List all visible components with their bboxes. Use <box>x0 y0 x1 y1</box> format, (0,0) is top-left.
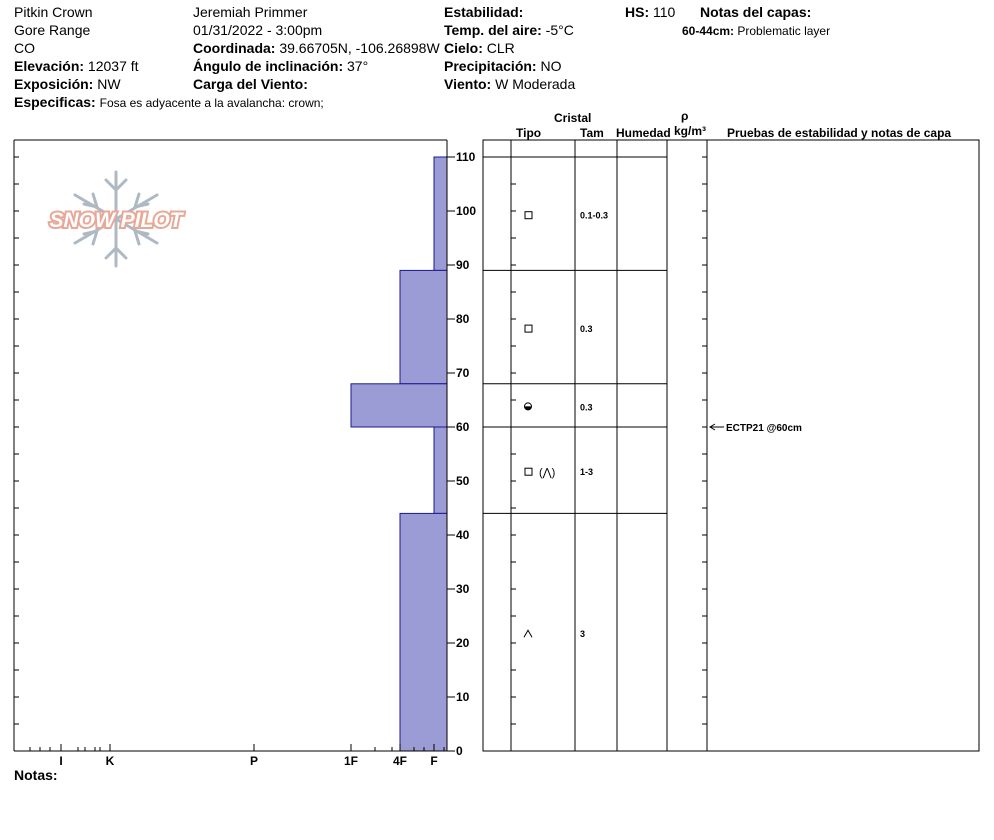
depth-tick-label: 60 <box>456 420 470 434</box>
notes-label: Notas: <box>14 767 58 783</box>
depth-tick-label: 40 <box>456 528 470 542</box>
hardness-bars <box>351 157 447 751</box>
stability-test-label: ECTP21 @60cm <box>726 423 802 434</box>
grain-size-label: 0.3 <box>580 402 593 413</box>
depth-tick-label: 30 <box>456 582 470 596</box>
depth-tick-label: 10 <box>456 690 470 704</box>
layer-table <box>483 140 979 751</box>
stability-tests <box>710 423 802 434</box>
snow-pilot-logo <box>50 172 185 266</box>
hardness-bar-0 <box>434 157 447 270</box>
moisture-column-header: Humedad <box>616 126 671 140</box>
layer-row-4 <box>524 629 585 639</box>
sky-label: Cielo: <box>444 40 483 56</box>
observer-name: Jeremiah Primmer <box>193 4 308 20</box>
air-temp-value: -5°C <box>545 22 574 38</box>
hardness-bar-4 <box>400 513 447 751</box>
depth-tick-label: 110 <box>456 150 476 164</box>
hardness-tick-label: F <box>430 754 438 768</box>
layer-note-text: Problematic layer <box>737 24 831 38</box>
depth-tick-label: 0 <box>456 744 463 758</box>
coordinate-value: 39.66705N, -106.26898W <box>279 40 440 56</box>
aspect-label: Exposición: <box>14 76 94 92</box>
hardness-tick-label: 1F <box>343 754 359 768</box>
grain-square-icon <box>525 212 532 219</box>
specifics-label: Especificas: <box>14 94 96 110</box>
precip-value: NO <box>540 58 562 74</box>
grain-label: (⋀) <box>539 467 556 480</box>
grain-depth-hoar-icon <box>524 630 532 637</box>
grain-size-label: 3 <box>580 629 586 640</box>
grain-square-icon <box>525 325 532 332</box>
hardness-bar-2 <box>351 384 447 427</box>
depth-axis <box>447 140 476 758</box>
wind-label: Viento: <box>444 76 492 92</box>
depth-tick-label: 90 <box>456 258 470 272</box>
hardness-tick-label: I <box>59 754 63 768</box>
hs-value: 110 <box>653 4 676 20</box>
tests-column-header: Pruebas de estabilidad y notas de capa <box>727 126 952 140</box>
range-name: Gore Range <box>14 22 91 38</box>
hardness-tick-label: P <box>249 754 259 768</box>
coordinate-label: Coordinada: <box>193 40 276 56</box>
slope-value: 37° <box>347 58 369 74</box>
layer-row-0 <box>525 211 608 221</box>
hardness-bar-1 <box>400 270 447 383</box>
layer-row-1 <box>525 324 593 334</box>
hardness-tick-label: 4F <box>392 754 408 768</box>
elevation-label: Elevación: <box>14 58 85 74</box>
layer-notes-label: Notas del capas: <box>700 4 812 20</box>
state-name: CO <box>14 40 35 56</box>
depth-tick-label: 50 <box>456 474 470 488</box>
wind-load-label: Carga del Viento: <box>193 76 308 92</box>
hardness-bar-3 <box>434 427 447 513</box>
grain-square-icon <box>525 468 532 475</box>
depth-tick-label: 20 <box>456 636 470 650</box>
location-name: Pitkin Crown <box>14 4 93 20</box>
specifics-value: Fosa es adyacente a la avalancha: crown; <box>99 96 324 110</box>
wind-value: W Moderada <box>495 76 576 92</box>
air-temp-label: Temp. del aire: <box>444 22 542 38</box>
grain-size-label: 0.1-0.3 <box>580 210 609 221</box>
hardness-tick-label: K <box>105 754 115 768</box>
hardness-axis <box>14 140 447 768</box>
layer-row-2 <box>525 402 593 412</box>
layer-note-range: 60-44cm: <box>682 24 735 38</box>
size-column-header: Tam <box>580 126 604 140</box>
layer-row-3 <box>525 467 593 479</box>
sky-value: CLR <box>486 40 515 56</box>
aspect-value: NW <box>97 76 121 92</box>
elevation-value: 12037 ft <box>87 58 139 74</box>
grain-size-label: 0.3 <box>580 324 593 335</box>
grain-size-label: 1-3 <box>580 467 594 478</box>
observation-datetime: 01/31/2022 - 3:00pm <box>193 22 323 38</box>
crystal-column-header: Cristal <box>554 111 592 125</box>
density-symbol: ρ <box>681 109 689 123</box>
slope-label: Ángulo de inclinación: <box>193 58 344 74</box>
density-unit: kg/m³ <box>674 124 707 138</box>
depth-tick-label: 100 <box>456 204 477 218</box>
hs-label: HS: <box>625 4 650 20</box>
table-border <box>483 140 979 751</box>
depth-tick-label: 70 <box>456 366 470 380</box>
precip-label: Precipitación: <box>444 58 537 74</box>
stability-label: Estabilidad: <box>444 4 524 20</box>
logo-text: SNOW PILOT <box>49 209 183 232</box>
type-column-header: Tipo <box>516 126 542 140</box>
depth-tick-label: 80 <box>456 312 470 326</box>
